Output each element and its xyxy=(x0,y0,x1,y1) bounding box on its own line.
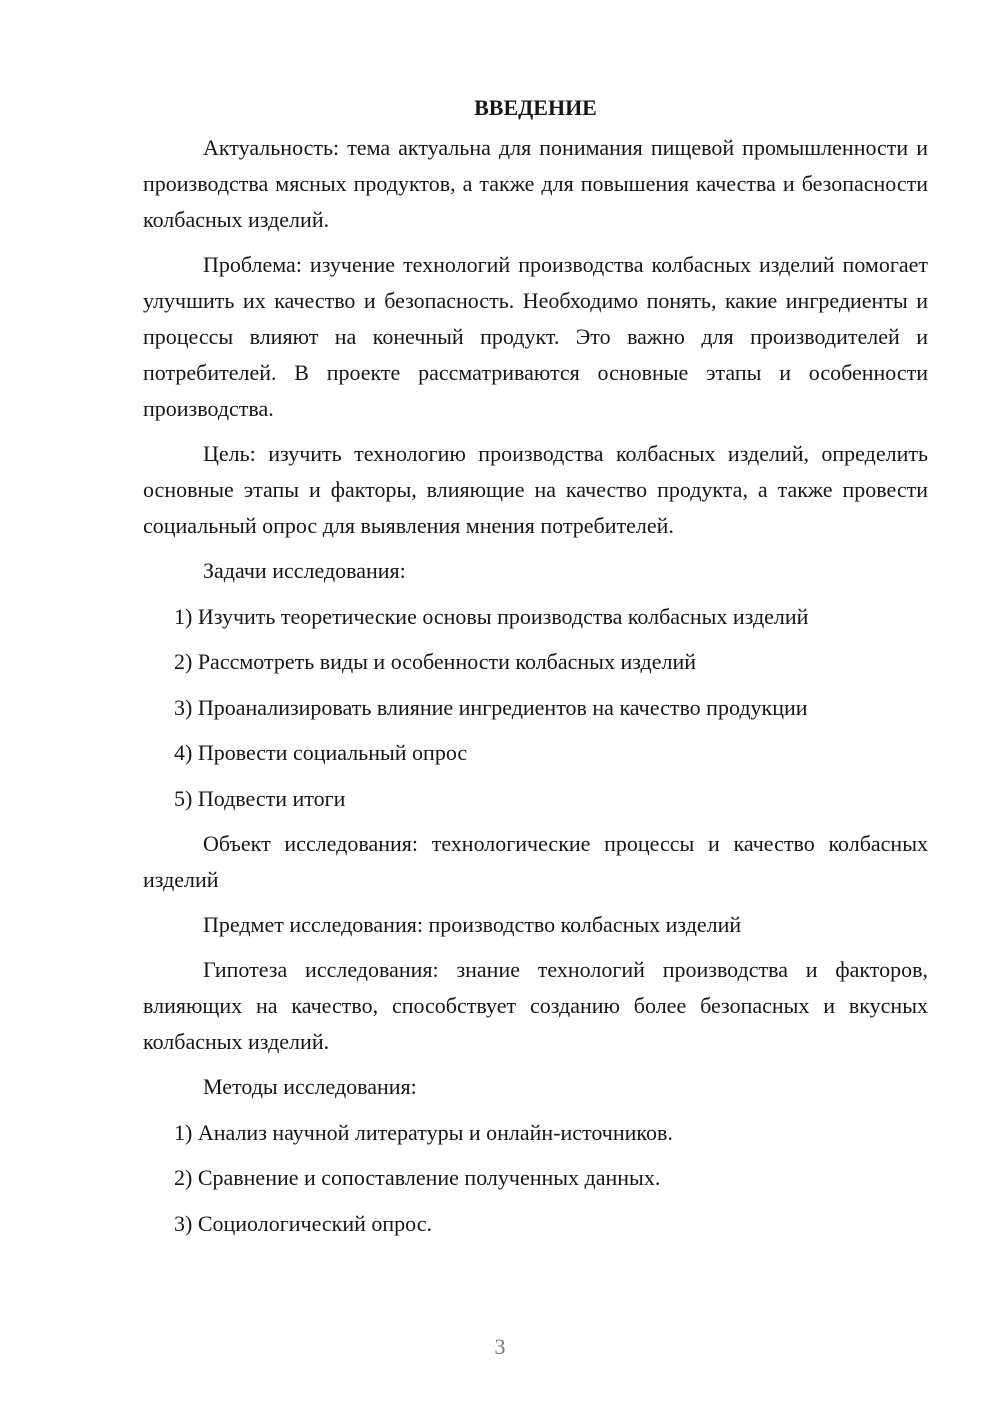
list-item: 1) Изучить теоретические основы производства колбасных изделий xyxy=(174,603,809,629)
relevance-paragraph: Актуальность: тема актуальна для понимания пищевой промышленности и производства мясных продуктов, а также для повышения качества и безопасности колбасных изделий. xyxy=(143,135,928,232)
page-number: 3 xyxy=(494,1334,506,1359)
object-paragraph: Объект исследования: технологические процессы и качество колбасных изделий xyxy=(143,831,928,892)
list-item: 4) Провести социальный опрос xyxy=(174,740,468,765)
list-item: 3) Социологический опрос. xyxy=(174,1210,432,1236)
subject-paragraph: Предмет исследования: производство колбасных изделий xyxy=(203,912,742,937)
list-item: 3) Проанализировать влияние ингредиентов на качество продукции xyxy=(174,694,808,720)
list-item: 5) Подвести итоги xyxy=(174,785,346,811)
problem-paragraph: Проблема: изучение технологий производства колбасных изделий помогает улучшить их качество и безопасность. Необходимо понять, какие ингредиенты и процессы влияют на конечный продукт. Это важно для производителей и потребителей. В проекте рассматриваются основные этапы и особенности производства. xyxy=(143,252,928,421)
methods-list xyxy=(143,1115,928,1242)
list-item: 2) Рассмотреть виды и особенности колбасных изделий xyxy=(174,649,697,674)
methods-heading: Методы исследования: xyxy=(203,1074,417,1099)
tasks-list xyxy=(143,599,928,817)
tasks-heading: Задачи исследования: xyxy=(203,558,406,583)
goal-paragraph: Цель: изучить технологию производства колбасных изделий, определить основные этапы и факторы, влияющие на качество продукта, а также провести социальный опрос для выявления мнения потребителей. xyxy=(143,441,928,538)
list-item: 1) Анализ научной литературы и онлайн-источников. xyxy=(174,1119,673,1145)
list-item: 2) Сравнение и сопоставление полученных данных. xyxy=(174,1165,661,1190)
hypothesis-paragraph: Гипотеза исследования: знание технологий производства и факторов, влияющих на качество, способствует созданию более безопасных и вкусных колбасных изделий. xyxy=(143,957,928,1054)
document-page xyxy=(143,90,928,1251)
page-title: ВВЕДЕНИЕ xyxy=(474,95,597,120)
